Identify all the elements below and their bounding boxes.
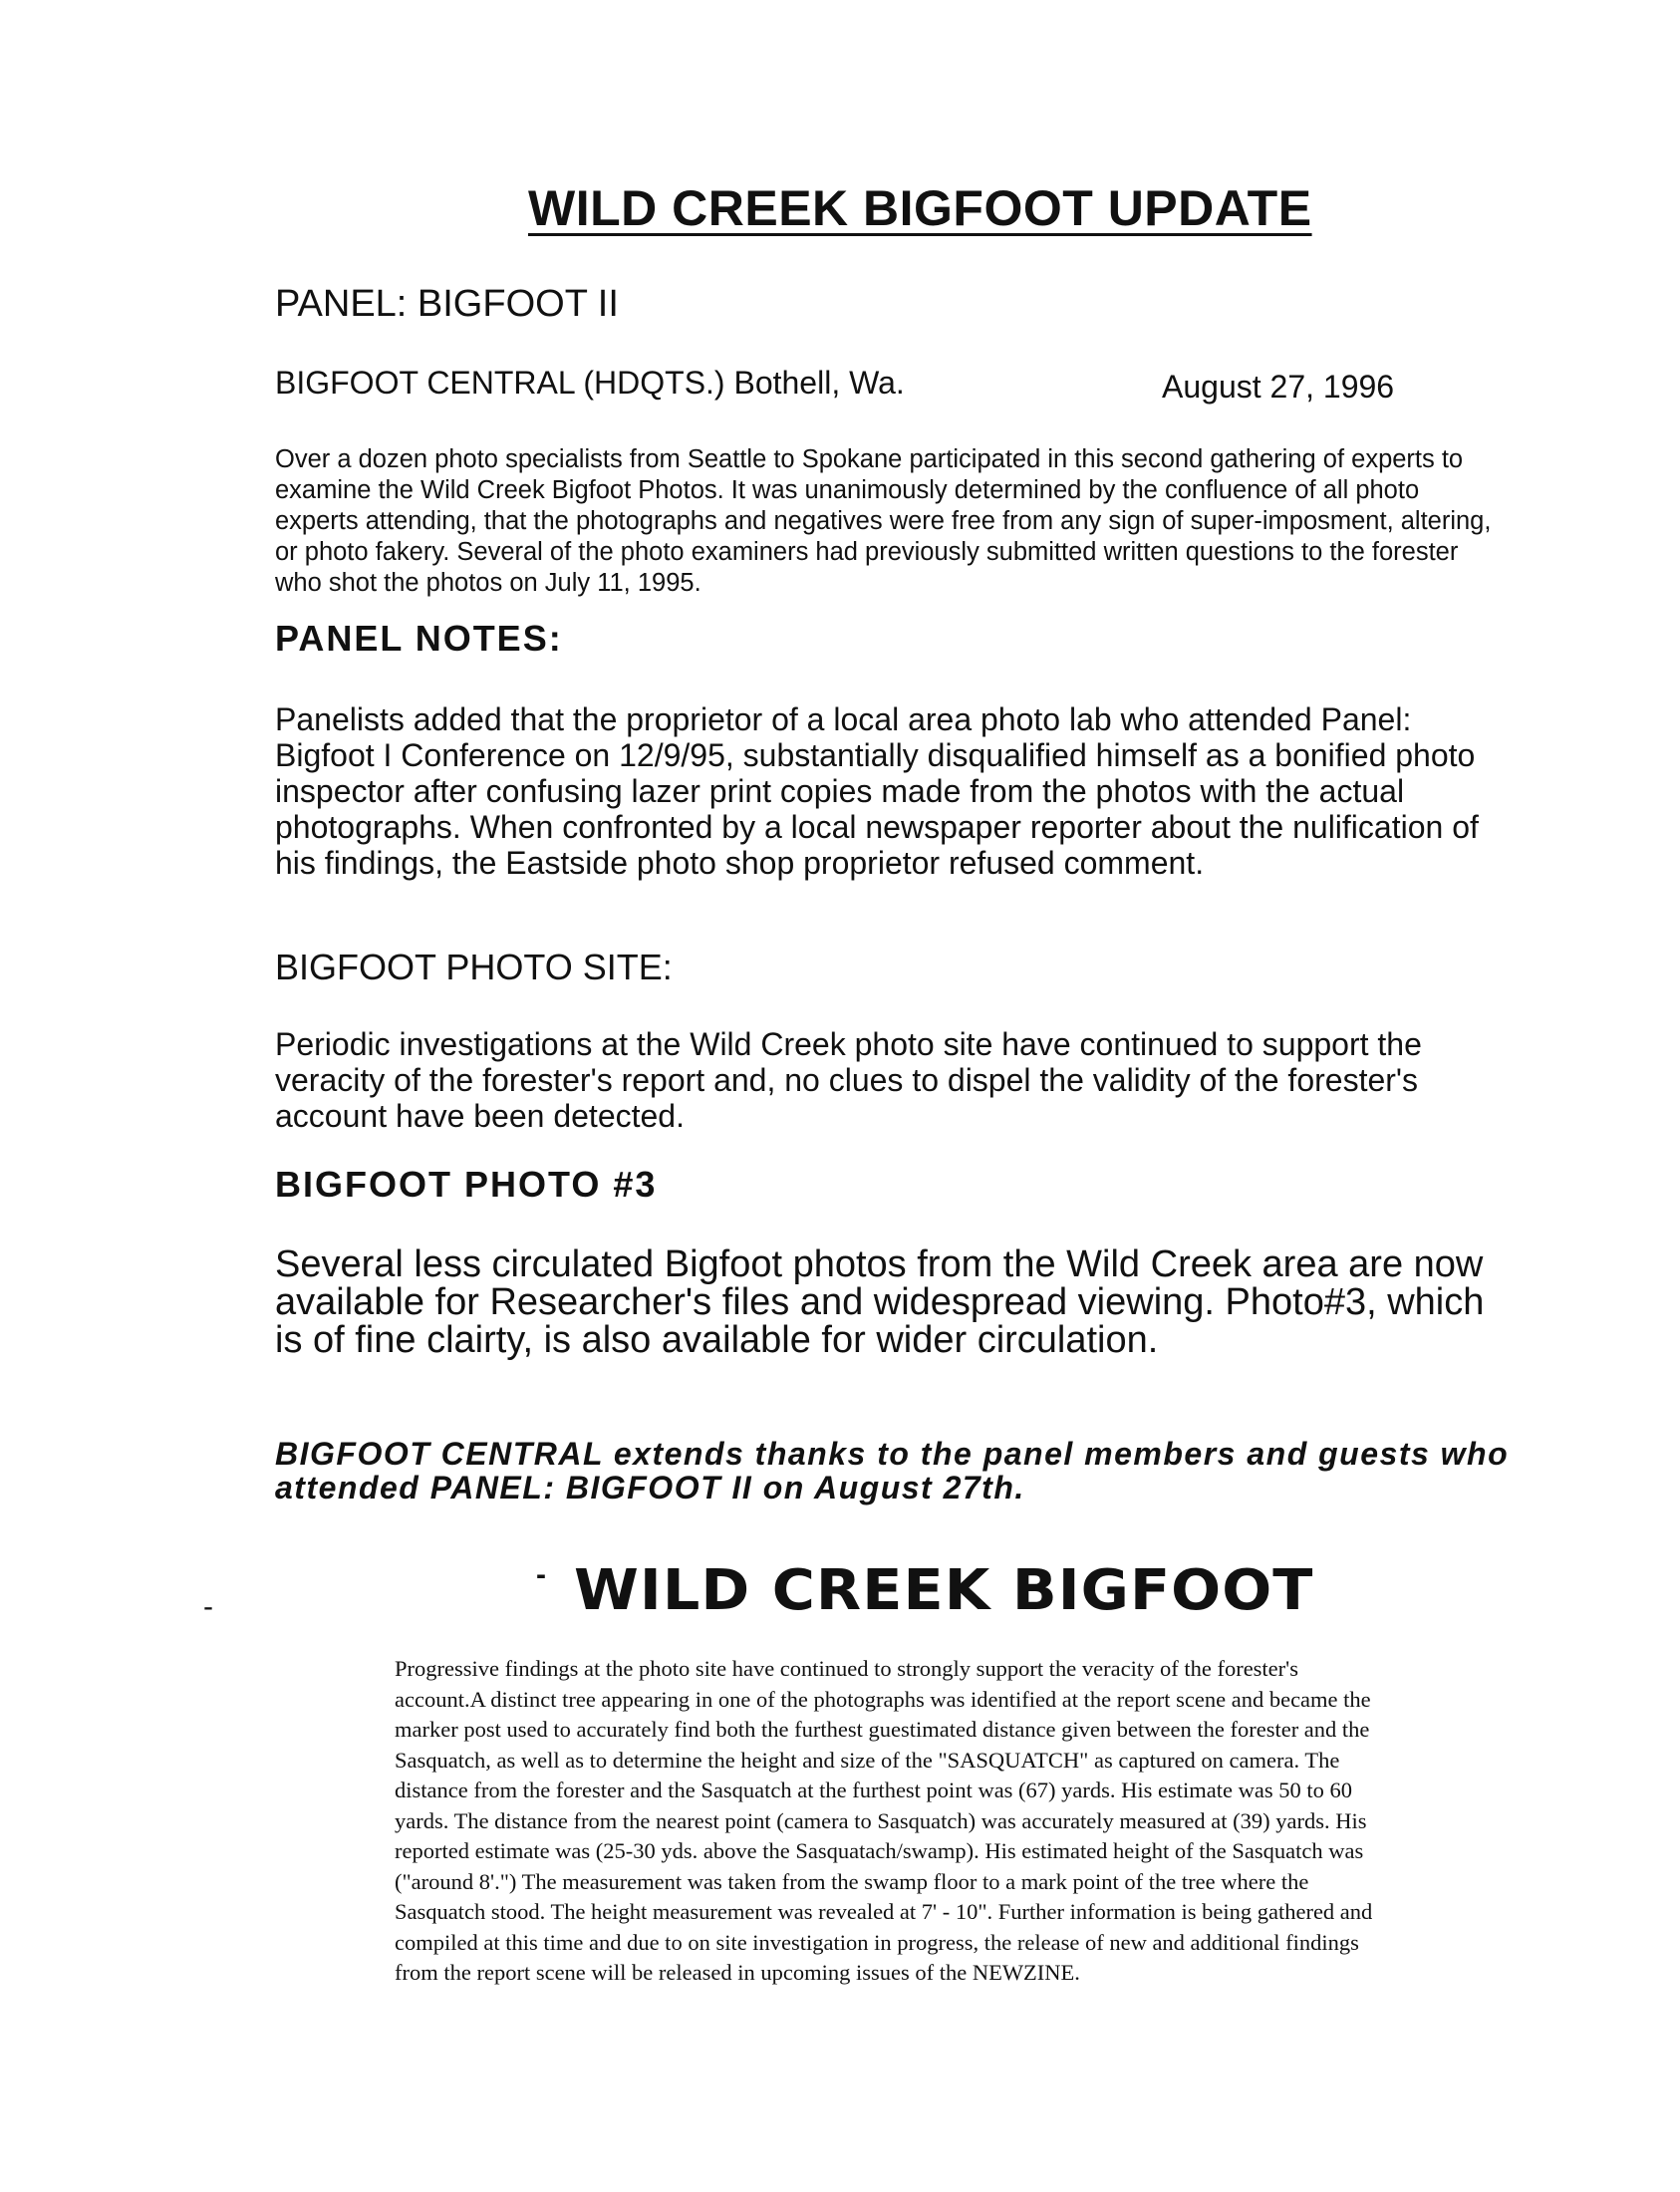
dash-mark: - [203,1590,213,1623]
panel-notes-body: Panelists added that the proprietor of a local area photo lab who attended Panel: Bigfoot I Conference on 12/9/95, substantially disqualified himself as a bonified photo inspector after confusing lazer print copies made from the photos with the actual photographs. When confronted by a local newspaper reporter about the nulification of his findings, the Eastside photo shop proprietor refused comment. [275,701,1479,881]
thanks-note: BIGFOOT CENTRAL extends thanks to the panel members and guests who attended PANEL: BIGFOOT II on August 27th. [275,1436,1510,1506]
photo-site-body: Periodic investigations at the Wild Creek photo site have continued to support the veracity of the forester's report and, no clues to dispel the validity of the forester's account have been detected. [275,1026,1422,1134]
dash-mark: - [536,1558,546,1591]
findings-paragraph: Progressive findings at the photo site have continued to strongly support the veracity of the forester's account.A distinct tree appearing in one of the photographs was identified at the report scene and became the marker post used to accurately find both the furthest guestimated distance given between the forester and the Sasquatch, as well as to determine the height and size of the "SASQUATCH" as captured on camera. The distance from the forester and the Sasquatch at the furthest point was (67) yards. His estimate was 50 to 60 yards. The distance from the nearest point (camera to Sasquatch) was accurately measured at (39) yards. His reported estimate was (25-30 yds. above the Sasquatach/swamp). His estimated height of the Sasquatch was ("around 8'.") The measurement was taken from the swamp floor to a mark point of the tree where the Sasquatch stood. The height measurement was revealed at 7' - 10". Further information is being gathered and compiled at this time and due to on site investigation in progress, the release of new and additional findings from the report scene will be released in upcoming issues of the NEWZINE. [395,1656,1373,1985]
photo3-heading: BIGFOOT PHOTO #3 [275,1164,658,1205]
panel-notes-heading: PANEL NOTES: [275,618,563,659]
dateline-date: August 27, 1996 [1162,369,1395,405]
panel-name: PANEL: BIGFOOT II [275,283,619,325]
photo3-body: Several less circulated Bigfoot photos from the Wild Creek area are now available for Researcher's files and widespread viewing. Photo#3, which is of fine clairty, is also available for wider circulation. [275,1243,1485,1361]
dateline-location: BIGFOOT CENTRAL (HDQTS.) Bothell, Wa. [275,365,905,401]
wild-creek-bigfoot-logo: WILD CREEK BIGFOOT [574,1558,1314,1623]
intro-paragraph: Over a dozen photo specialists from Seattle to Spokane participated in this second gathering of experts to examine the Wild Creek Bigfoot Photos. It was unanimously determined by the confluence of all photo experts attending, that the photographs and negatives were free from any sign of super-imposment, altering, or photo fakery. Several of the photo examiners had previously submitted written questions to the forester who shot the photos on July 11, 1995. [275,445,1492,597]
page-title: WILD CREEK BIGFOOT UPDATE [528,180,1312,236]
photo-site-heading: BIGFOOT PHOTO SITE: [275,947,673,987]
